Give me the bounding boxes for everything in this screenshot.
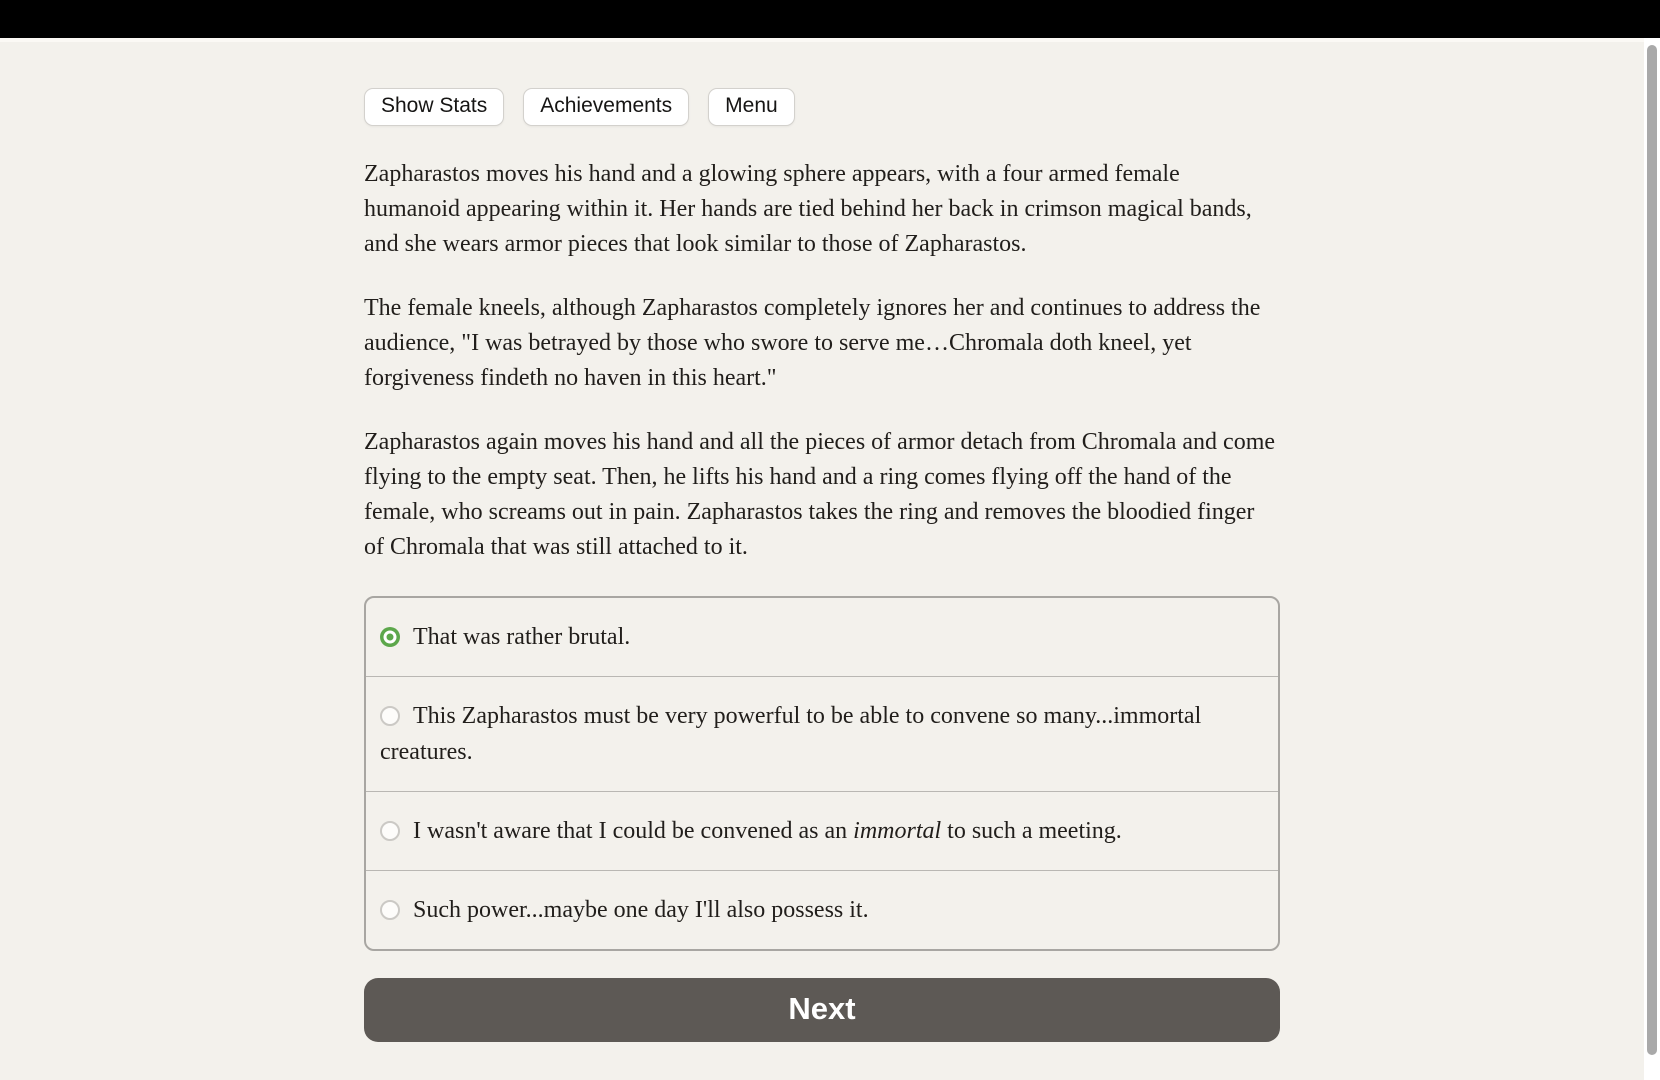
choice-list [364, 596, 1280, 951]
radio-unselected-icon[interactable] [380, 900, 400, 920]
story-text [364, 157, 1280, 565]
story-paragraph: Zapharastos again moves his hand and all the pieces of armor detach from Chromala and come flying to the empty seat. Then, he lifts his hand and a ring comes flying off the hand of the female, who screams out in pain. Zapharastos takes the ring and removes the bloodied finger of Chromala that was still attached to it. [364, 429, 1276, 560]
story-paragraph: The female kneels, although Zapharastos completely ignores her and continues to address the audience, "I was betrayed by those who swore to serve me…Chromala doth kneel, yet forgiveness findeth no haven in this heart." [364, 295, 1261, 391]
radio-unselected-icon[interactable] [380, 706, 400, 726]
choice-option-label: Such power...maybe one day I'll also possess it. [413, 897, 869, 923]
show-stats-button[interactable]: Show Stats [364, 88, 504, 126]
story-paragraph: Zapharastos moves his hand and a glowing sphere appears, with a four armed female humanoid appearing within it. Her hands are tied behind her back in crimson magical bands, and she wears armor pieces that look similar to those of Zapharastos. [364, 161, 1252, 257]
choice-option-4[interactable] [366, 870, 1278, 949]
choice-option-label: This Zapharastos must be very powerful to be able to convene so many...immortal creatures. [380, 703, 1202, 765]
scrollbar[interactable] [1644, 38, 1660, 1080]
toolbar [364, 88, 1280, 126]
radio-unselected-icon[interactable] [380, 821, 400, 841]
choice-option-label: That was rather brutal. [413, 624, 631, 650]
radio-selected-icon[interactable] [380, 627, 400, 647]
choice-option-1[interactable] [366, 598, 1278, 676]
next-button[interactable]: Next [364, 978, 1280, 1042]
top-bar-highlight [0, 38, 1660, 42]
choice-option-3[interactable] [366, 791, 1278, 870]
choice-option-label: I wasn't aware that I could be convened as an immortal to such a meeting. [413, 818, 1122, 844]
top-bar [0, 0, 1660, 38]
game-content [364, 88, 1280, 1042]
scrollbar-thumb[interactable] [1647, 45, 1657, 1055]
choice-option-2[interactable] [366, 676, 1278, 791]
menu-button[interactable]: Menu [708, 88, 795, 126]
achievements-button[interactable]: Achievements [523, 88, 689, 126]
